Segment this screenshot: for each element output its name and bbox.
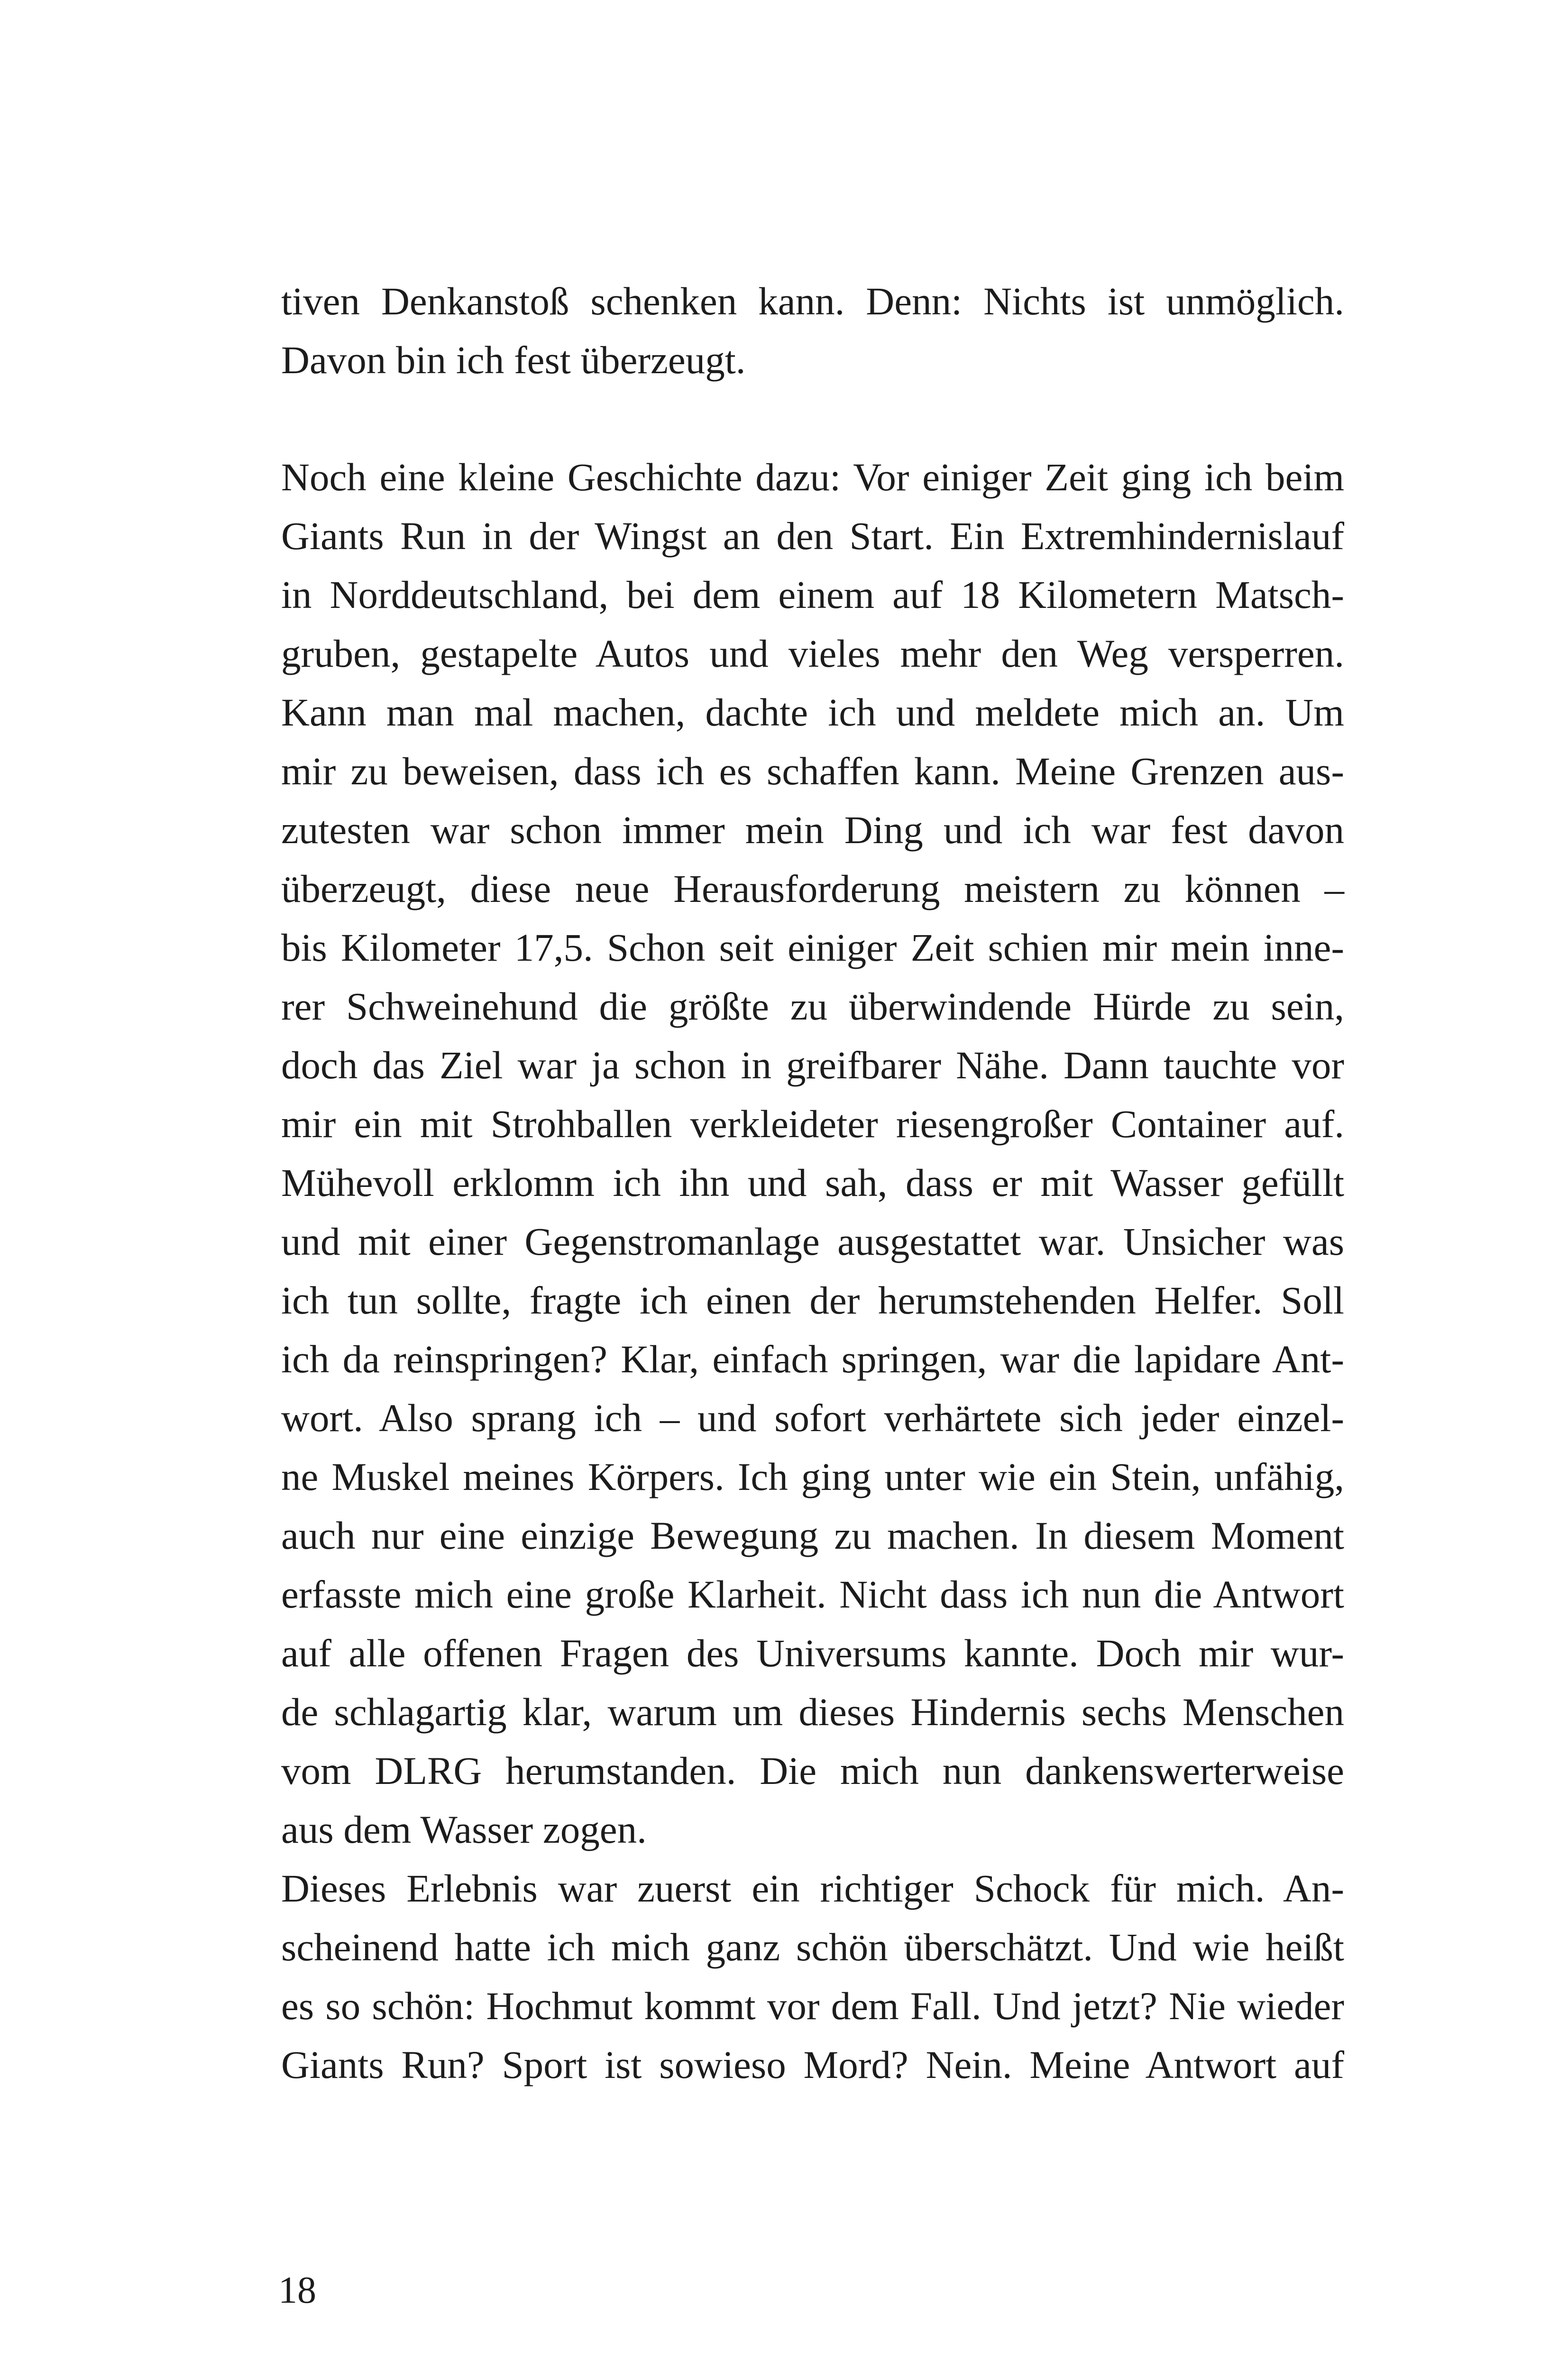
text-line: de schlagartig klar, warum um dieses Hindernis sechs Menschen — [281, 1690, 1344, 1734]
text-line: Mühevoll erklomm ich ihn und sah, dass er mit Wasser gefüllt — [281, 1161, 1344, 1204]
text-line: zutesten war schon immer mein Ding und ich war fest davon — [281, 808, 1344, 852]
text-line: und mit einer Gegenstromanlage ausgestattet war. Unsicher was — [281, 1220, 1344, 1263]
text-line: Giants Run? Sport ist sowieso Mord? Nein. Meine Antwort auf — [281, 2043, 1344, 2086]
text-line: mir ein mit Strohballen verkleideter riesengroßer Container auf. — [281, 1102, 1344, 1146]
text-line: doch das Ziel war ja schon in greifbarer Nähe. Dann tauchte vor — [281, 1043, 1344, 1087]
text-line: ich tun sollte, fragte ich einen der herumstehenden Helfer. Soll — [281, 1278, 1344, 1322]
text-line: auch nur eine einzige Bewegung zu machen. In diesem Moment — [281, 1514, 1344, 1557]
text-line: Giants Run in der Wingst an den Start. Ein Extremhindernislauf — [281, 514, 1344, 558]
intro-paragraph — [281, 272, 1344, 389]
text-line: tiven Denkanstoß schenken kann. Denn: Nichts ist unmöglich. — [281, 279, 1344, 323]
text-line: mir zu beweisen, dass ich es schaffen kann. Meine Grenzen aus- — [281, 749, 1344, 793]
text-line: Davon bin ich fest überzeugt. — [281, 338, 746, 382]
text-line: Dieses Erlebnis war zuerst ein richtiger Schock für mich. An- — [281, 1866, 1344, 1910]
page-number: 18 — [278, 2270, 316, 2311]
text-line: ich da reinspringen? Klar, einfach springen, war die lapidare Ant- — [281, 1337, 1344, 1381]
text-line: erfasste mich eine große Klarheit. Nicht dass ich nun die Antwort — [281, 1572, 1344, 1616]
story-paragraph — [281, 448, 1344, 2094]
text-line: Kann man mal machen, dachte ich und meldete mich an. Um — [281, 690, 1344, 734]
text-line: auf alle offenen Fragen des Universums kannte. Doch mir wur- — [281, 1631, 1344, 1675]
text-line: scheinend hatte ich mich ganz schön überschätzt. Und wie heißt — [281, 1925, 1344, 1969]
text-line: Noch eine kleine Geschichte dazu: Vor einiger Zeit ging ich beim — [281, 455, 1344, 499]
text-line: in Norddeutschland, bei dem einem auf 18 Kilometern Matsch- — [281, 573, 1344, 616]
text-line: aus dem Wasser zogen. — [281, 1808, 647, 1851]
text-line: überzeugt, diese neue Herausforderung meistern zu können – — [281, 867, 1344, 910]
text-line: vom DLRG herumstanden. Die mich nun dankenswerterweise — [281, 1749, 1344, 1792]
text-line: gruben, gestapelte Autos und vieles mehr den Weg versperren. — [281, 632, 1344, 675]
text-line: bis Kilometer 17,5. Schon seit einiger Zeit schien mir mein inne- — [281, 926, 1344, 969]
text-line: rer Schweinehund die größte zu überwindende Hürde zu sein, — [281, 984, 1344, 1028]
text-line: wort. Also sprang ich – und sofort verhärtete sich jeder einzel- — [281, 1396, 1344, 1440]
text-line: ne Muskel meines Körpers. Ich ging unter wie ein Stein, unfähig, — [281, 1455, 1344, 1498]
text-line: es so schön: Hochmut kommt vor dem Fall. Und jetzt? Nie wieder — [281, 1984, 1344, 2028]
